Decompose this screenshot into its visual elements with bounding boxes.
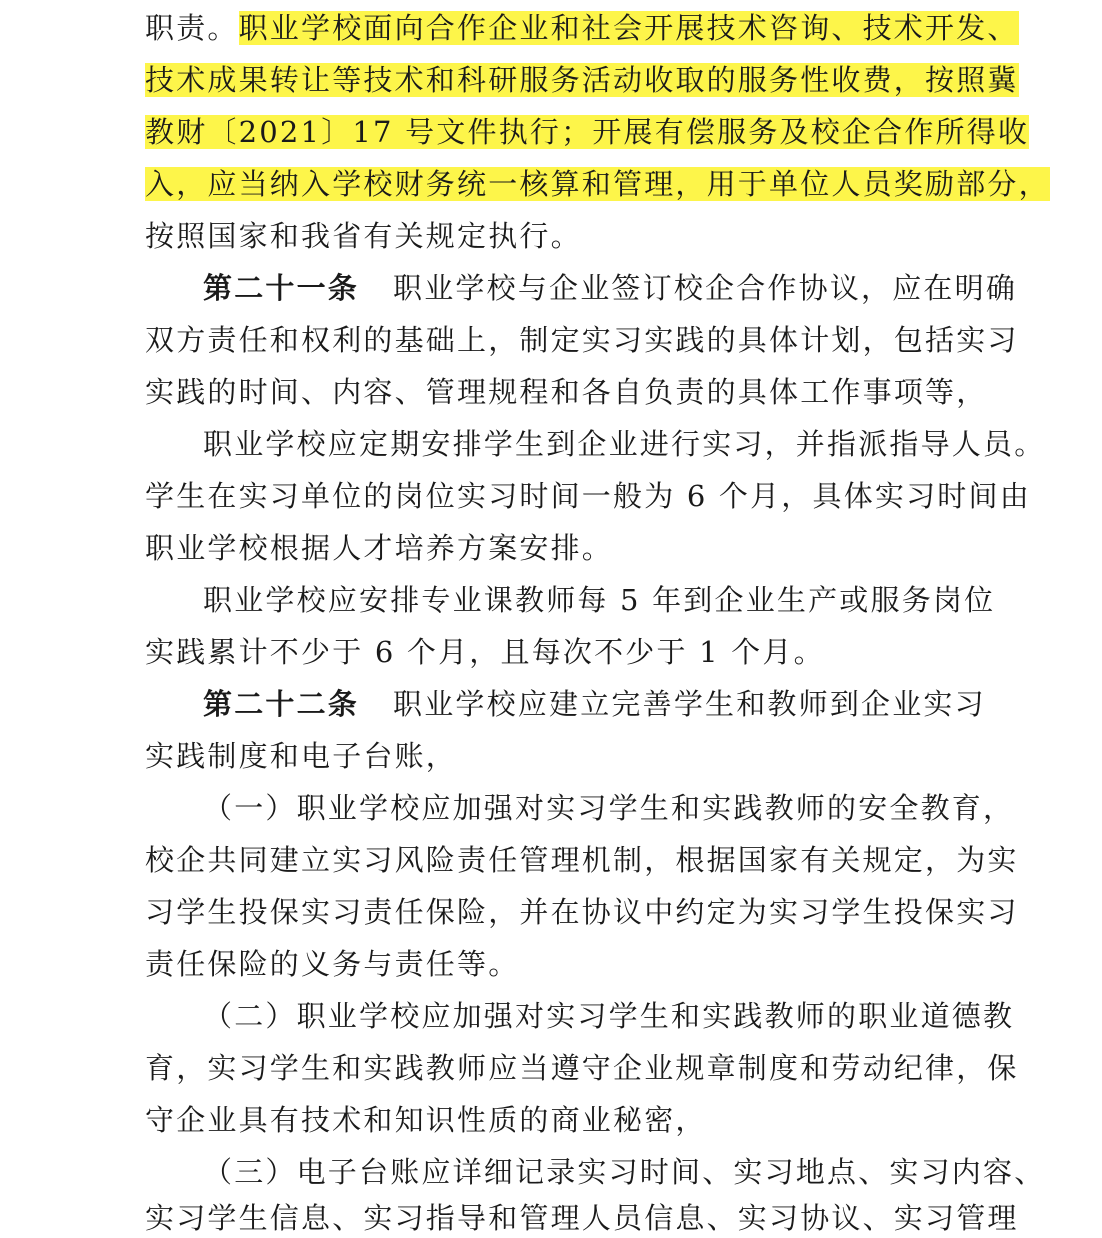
- text-line: （一）职业学校应加强对实习学生和实践教师的安全教育，: [203, 791, 1015, 825]
- text-line: 校企共同建立实习风险责任管理机制，根据国家有关规定，为实: [145, 843, 1019, 877]
- text-line: 职业学校应安排专业课教师每 5 年到企业生产或服务岗位: [203, 583, 996, 617]
- text-line: 学生在实习单位的岗位实习时间一般为 6 个月，具体实习时间由: [145, 479, 1031, 513]
- highlighted-text: 教财〔2021〕17 号文件执行；开展有偿服务及校企合作所得收: [145, 115, 1030, 149]
- text-line: 职业学校应定期安排学生到企业进行实习，并指派指导人员。: [203, 427, 1046, 461]
- text-line: （三）电子台账应详细记录实习时间、实习地点、实习内容、: [203, 1155, 1046, 1189]
- article-heading: 第二十二条: [203, 687, 360, 721]
- text-span: 职责。: [145, 11, 239, 45]
- highlighted-text: 技术成果转让等技术和科研服务活动收取的服务性收费，按照冀: [145, 63, 1019, 97]
- text-line: [145, 8, 1019, 48]
- text-line: [145, 112, 1029, 152]
- text-line: 育，实习学生和实践教师应当遵守企业规章制度和劳动纪律，保: [145, 1051, 1019, 1085]
- text-line: 守企业具有技术和知识性质的商业秘密，: [145, 1103, 707, 1137]
- text-line: [203, 268, 1017, 308]
- text-line: 实践的时间、内容、管理规程和各自负责的具体工作事项等，: [145, 375, 988, 409]
- article-heading: 第二十一条: [203, 271, 360, 305]
- text-line: 按照国家和我省有关规定执行。: [145, 219, 582, 253]
- text-span: 职业学校与企业签订校企合作协议，应在明确: [393, 271, 1018, 305]
- text-line: 责任保险的义务与责任等。: [145, 947, 520, 981]
- text-line: （二）职业学校应加强对实习学生和实践教师的职业道德教: [203, 999, 1015, 1033]
- text-line: 实践累计不少于 6 个月，且每次不少于 1 个月。: [145, 635, 825, 669]
- text-line: 职业学校根据人才培养方案安排。: [145, 531, 614, 565]
- text-line: 实习学生信息、实习指导和管理人员信息、实习协议、实习管理: [145, 1201, 1019, 1235]
- text-line: [145, 60, 1019, 100]
- highlighted-text: 职业学校面向合作企业和社会开展技术咨询、技术开发、: [238, 11, 1019, 45]
- text-line: 双方责任和权利的基础上，制定实习实践的具体计划，包括实习: [145, 323, 1019, 357]
- text-span: 职业学校应建立完善学生和教师到企业实习: [393, 687, 986, 721]
- text-line: 习学生投保实习责任保险，并在协议中约定为实习学生投保实习: [145, 895, 1019, 929]
- text-line: 实践制度和电子台账，: [145, 739, 458, 773]
- highlighted-text: 入，应当纳入学校财务统一核算和管理，用于单位人员奖励部分，: [145, 167, 1050, 201]
- text-line: [203, 684, 986, 724]
- text-line: [145, 164, 1050, 204]
